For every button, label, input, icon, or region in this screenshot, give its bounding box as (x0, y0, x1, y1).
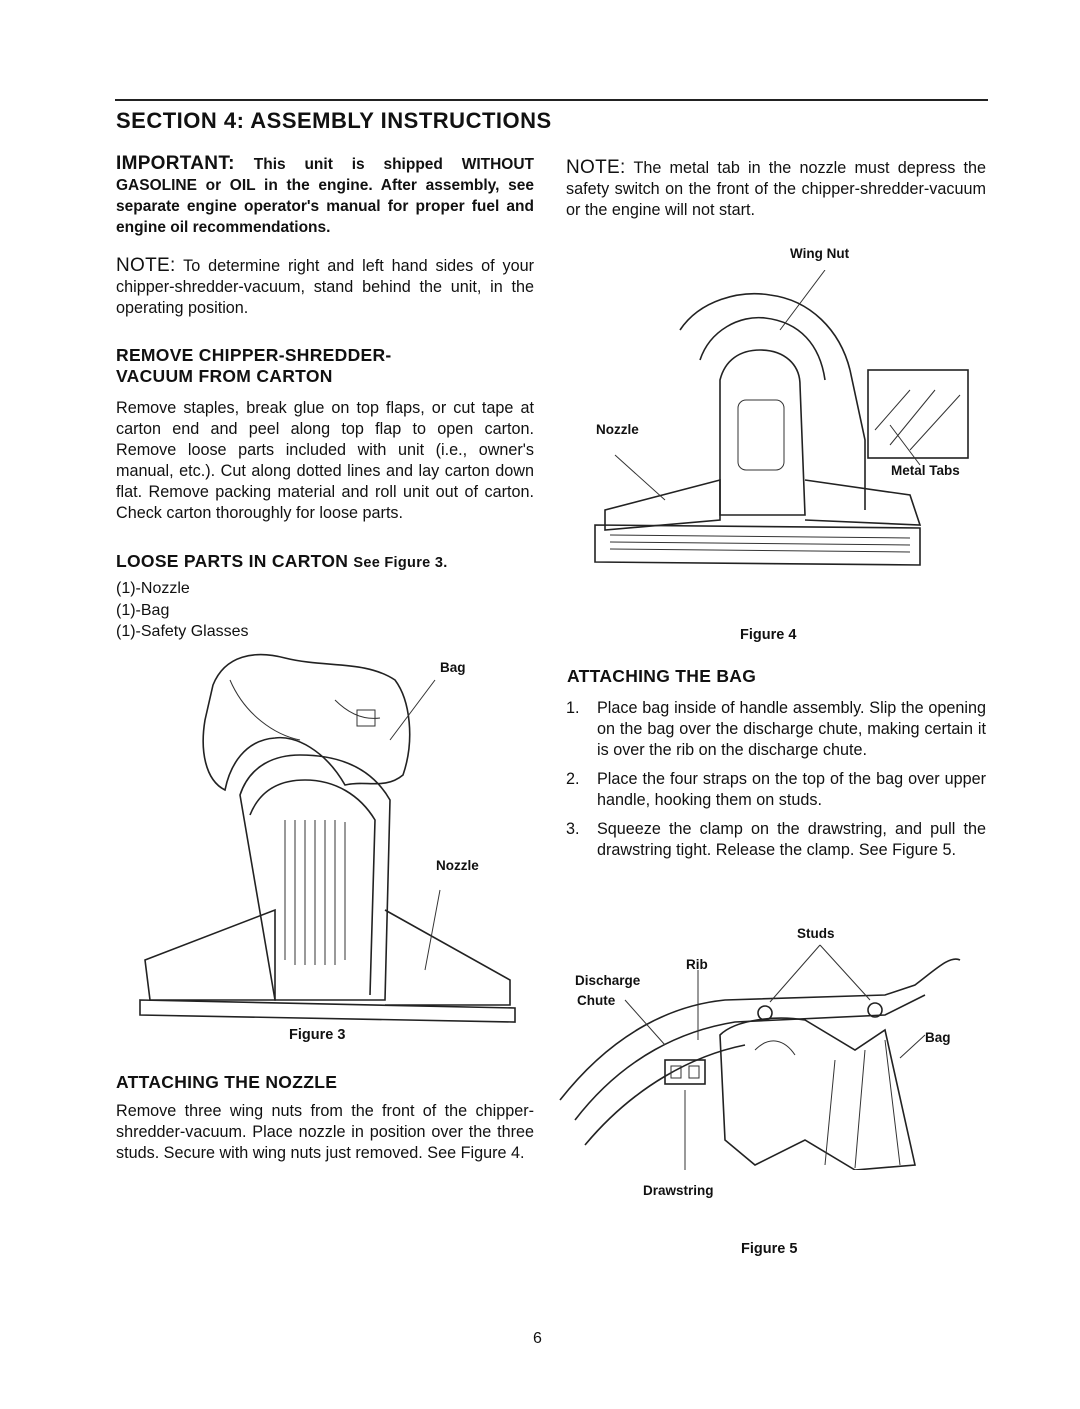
figure3-illustration (135, 640, 535, 1030)
attaching-nozzle-heading: ATTACHING THE NOZZLE (116, 1072, 338, 1092)
note-metal-tab-text: The metal tab in the nozzle must depress the safety switch on the front of the chipper-shredder-vacuum or the engine will not start. (566, 159, 986, 219)
figure3-nozzle-label: Nozzle (436, 858, 479, 873)
note-metal-tab (566, 157, 986, 221)
figure4-caption: Figure 4 (740, 627, 797, 643)
step-number: 1. (566, 699, 580, 717)
figure5-drawstring-label: Drawstring (643, 1183, 714, 1198)
attaching-bag-steps (566, 698, 986, 869)
list-item (566, 769, 986, 811)
attaching-nozzle-text: Remove three wing nuts from the front of the chipper-shredder-vacuum. Place nozzle in position over the three studs. Secure with wing nuts just removed. See Figure 4. (116, 1102, 534, 1162)
note-metal-tab-lead: NOTE: (566, 157, 626, 178)
figure3-bag-label: Bag (440, 660, 466, 675)
important-lead: IMPORTANT: (116, 153, 235, 174)
section-title: SECTION 4: ASSEMBLY INSTRUCTIONS (116, 108, 552, 133)
attaching-bag-heading: ATTACHING THE BAG (567, 666, 757, 686)
remove-text: Remove staples, break glue on top flaps, or cut tape at carton end and peel along top flap to open carton. Remove loose parts included with unit (i.e., owner's manual, etc.). Cut along dotted lines and lay carton down flat. Remove packing material and roll unit out of carton. Check carton thoroughly for loose parts. (116, 399, 534, 522)
figure3-caption: Figure 3 (289, 1027, 346, 1043)
step-text: Place bag inside of handle assembly. Slip the opening on the bag over the discharge chute, making certain it is over the rib on the discharge chute. (597, 699, 986, 759)
list-item (566, 819, 986, 861)
figure5-discharge-label: Discharge (575, 973, 641, 988)
list-item: (1)-Bag (116, 601, 170, 619)
figure4-metal-tabs-label: Metal Tabs (891, 463, 960, 478)
step-text: Place the four straps on the top of the bag over upper handle, hooking them on studs. (597, 770, 986, 809)
figure5-bag-label: Bag (925, 1030, 951, 1045)
section-rule (115, 99, 988, 101)
loose-parts-title: LOOSE PARTS IN CARTON (116, 551, 349, 571)
figure5-rib-label: Rib (686, 957, 708, 972)
loose-parts-heading (116, 551, 448, 574)
loose-parts-list (116, 578, 248, 643)
figure5-studs-label: Studs (797, 926, 835, 941)
remove-heading-line1: REMOVE CHIPPER-SHREDDER- (116, 345, 392, 365)
figure4-nozzle-label: Nozzle (596, 422, 639, 437)
figure4-illustration (590, 270, 980, 590)
loose-parts-see: See Figure 3. (353, 555, 448, 571)
note-sides-text: To determine right and left hand sides of your chipper-shredder-vacuum, stand behind the unit, in the operating position. (116, 257, 534, 317)
note-sides-lead: NOTE: (116, 255, 176, 276)
figure4-wing-nut-label: Wing Nut (790, 246, 850, 261)
list-item: (1)-Nozzle (116, 580, 190, 597)
remove-heading-line2: VACUUM FROM CARTON (116, 366, 333, 386)
step-text: Squeeze the clamp on the drawstring, and pull the drawstring tight. Release the clamp. See Figure 5. (597, 820, 986, 859)
step-number: 3. (566, 820, 580, 838)
figure5-caption: Figure 5 (741, 1241, 798, 1257)
note-sides (116, 255, 534, 319)
important-text: This unit is shipped WITHOUT GASOLINE or OIL in the engine. After assembly, see separate engine operator's manual for proper fuel and engine oil recommendations. (116, 156, 535, 236)
list-item: (1)-Safety Glasses (116, 623, 249, 640)
important-note (116, 153, 534, 238)
figure5-chute-label: Chute (577, 993, 616, 1008)
step-number: 2. (566, 770, 580, 788)
remove-heading (116, 345, 392, 387)
list-item (566, 698, 986, 761)
page-number: 6 (533, 1330, 542, 1347)
